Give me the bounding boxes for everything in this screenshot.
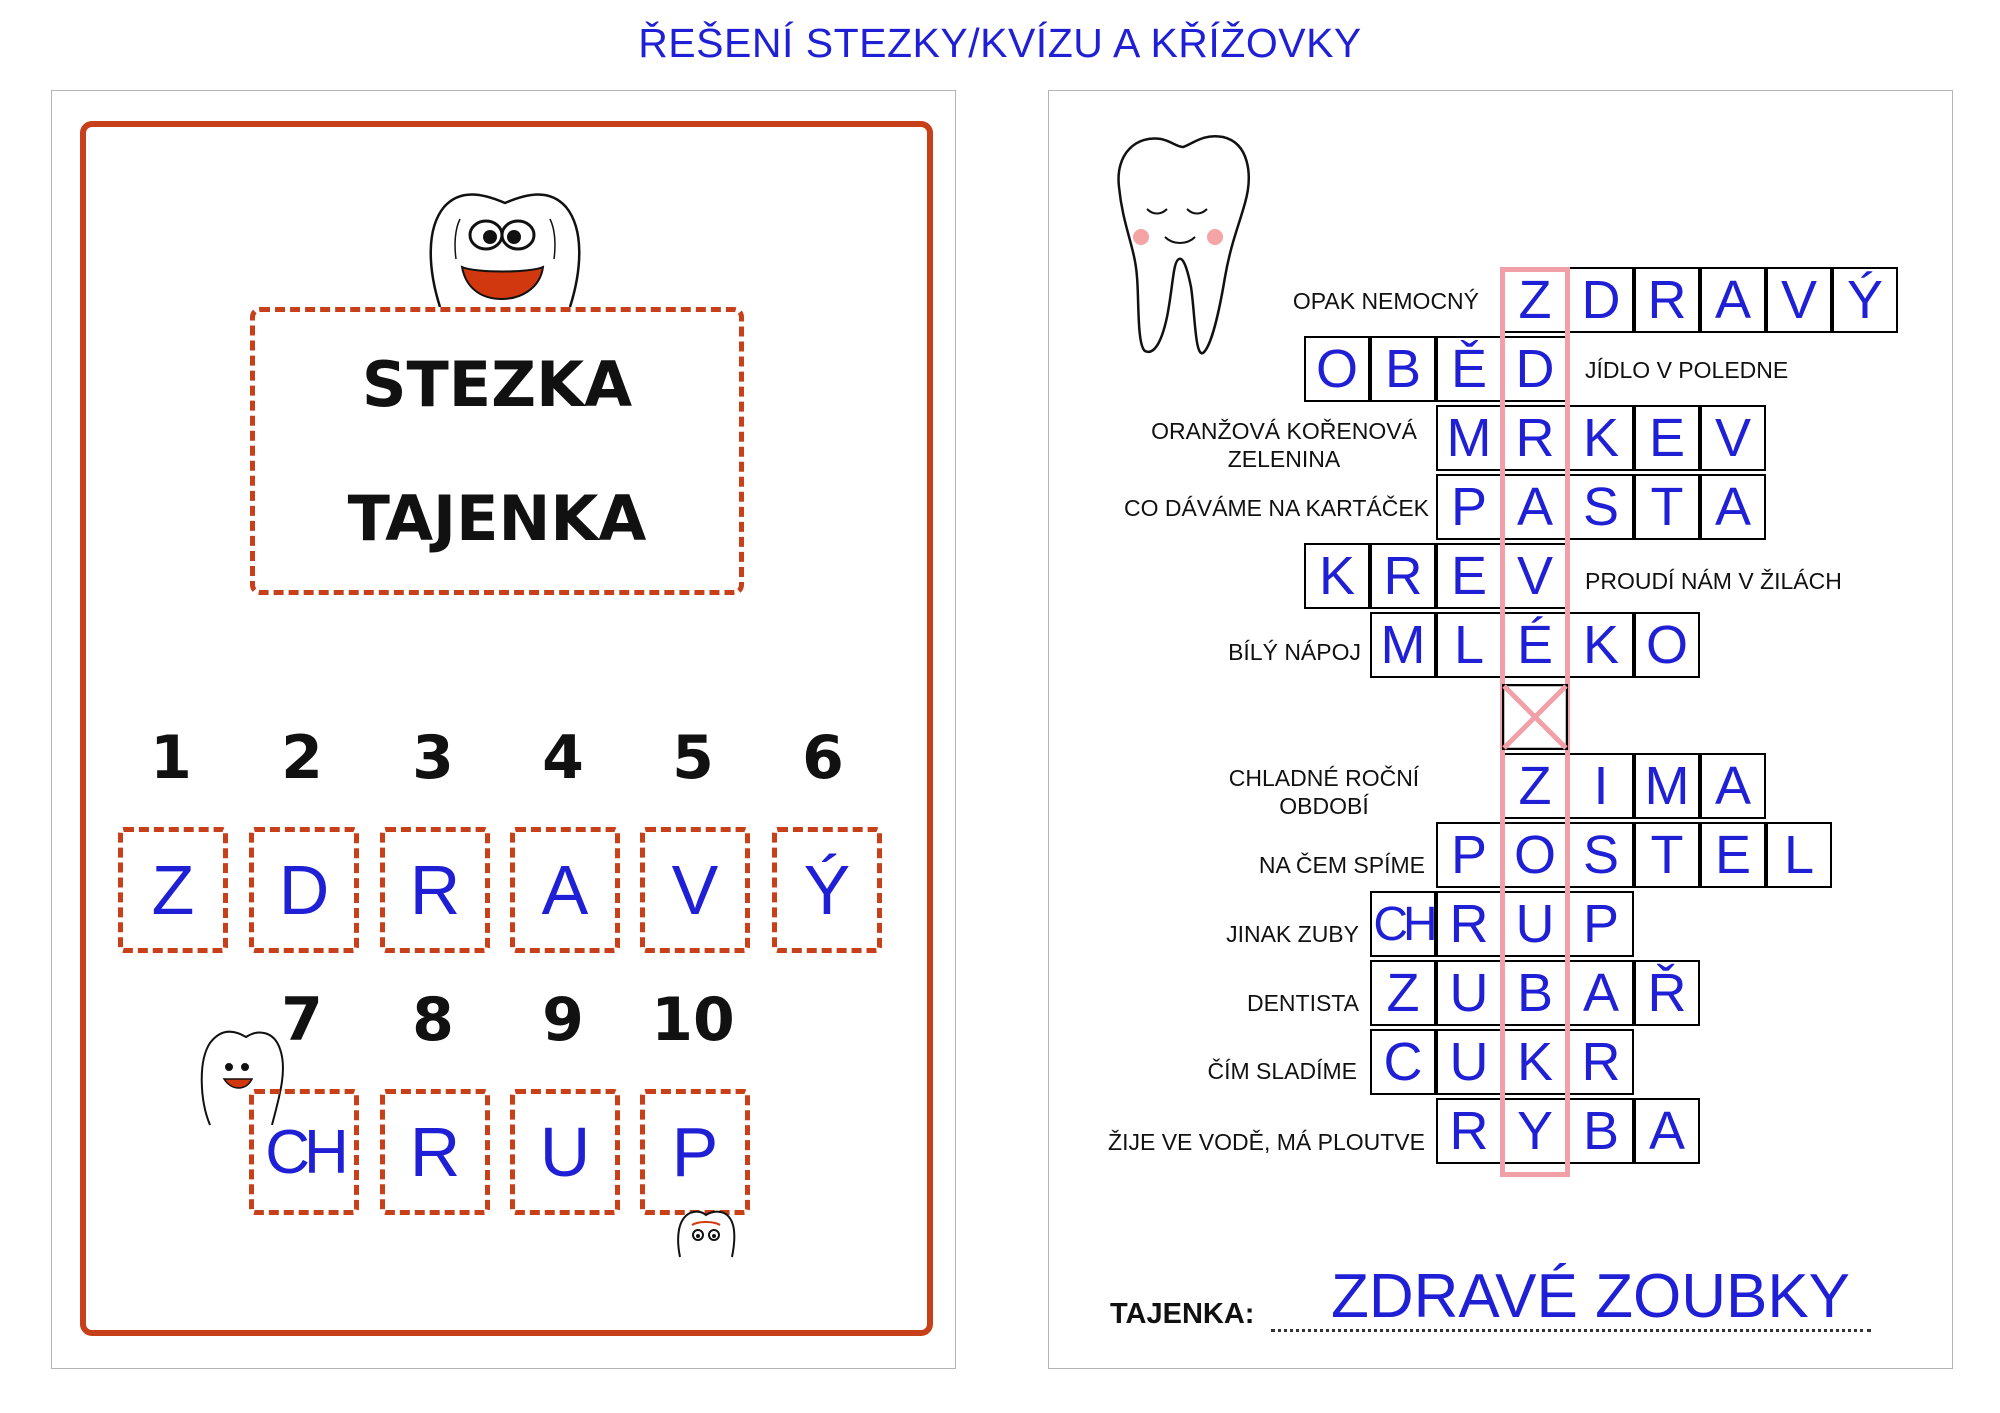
happy-tooth-icon	[420, 189, 590, 314]
crossword-clue: NA ČEM SPÍME	[1258, 852, 1425, 878]
stezka-panel	[51, 90, 956, 1369]
answer-letter-box: A	[510, 827, 620, 953]
crossword-clue: ORANŽOVÁ KOŘENOVÁ ZELENINA	[1151, 418, 1417, 472]
crossword-cell: K	[1304, 543, 1370, 609]
crossword-cell: V	[1766, 267, 1832, 333]
crossword-cell: B	[1568, 1098, 1634, 1164]
crossword-cell: L	[1436, 612, 1502, 678]
answer-letter-box: D	[249, 827, 359, 953]
crossword-clue: CO DÁVÁME NA KARTÁČEK	[1123, 495, 1429, 521]
sleeping-tooth-icon	[1107, 127, 1255, 359]
crossword-clue: CHLADNÉ ROČNÍ OBDOBÍ	[1228, 765, 1420, 819]
answer-letter-box: R	[380, 827, 490, 953]
crossword-clue: DENTISTA	[1246, 990, 1359, 1016]
crossword-clue: BÍLÝ NÁPOJ	[1228, 639, 1361, 665]
crossed-cell-icon	[1502, 684, 1568, 750]
crossword-cell: O	[1502, 822, 1568, 888]
crossword-cell: E	[1700, 822, 1766, 888]
stezka-title-box	[250, 307, 744, 595]
crossword-cell: K	[1502, 1029, 1568, 1095]
crossword-cell: R	[1370, 543, 1436, 609]
stezka-subtitle: TAJENKA	[347, 482, 647, 555]
crossword-cell: K	[1568, 612, 1634, 678]
crossword-cell: T	[1634, 822, 1700, 888]
tajenka-label: TAJENKA:	[1110, 1298, 1255, 1330]
answer-letter-box: R	[380, 1089, 490, 1215]
clue-number: 10	[651, 985, 735, 1055]
clue-number: 9	[542, 985, 584, 1055]
small-tooth-icon	[674, 1207, 738, 1263]
crossword-cell: A	[1700, 753, 1766, 819]
crossword-clue: OPAK NEMOCNÝ	[1292, 288, 1479, 314]
crossword-cell: Y	[1502, 1098, 1568, 1164]
crossword-cell: R	[1568, 1029, 1634, 1095]
clue-number: 2	[281, 723, 323, 793]
crossword-cell: B	[1502, 960, 1568, 1026]
crossword-cell: K	[1568, 405, 1634, 471]
crossword-cell: A	[1700, 267, 1766, 333]
crossword-cell: R	[1502, 405, 1568, 471]
crossword-cell: Ř	[1634, 960, 1700, 1026]
answer-letter-box: Z	[118, 827, 228, 953]
crossword-cell: I	[1568, 753, 1634, 819]
crossword-cell: D	[1502, 336, 1568, 402]
crossword-cell: M	[1436, 405, 1502, 471]
clue-number: 7	[281, 985, 323, 1055]
crossword-clue: ŽIJE VE VODĚ, MÁ PLOUTVE	[1108, 1129, 1425, 1155]
crossword-cell: A	[1502, 474, 1568, 540]
crossword-cell: E	[1436, 543, 1502, 609]
crossword-cell: R	[1634, 267, 1700, 333]
clue-number: 5	[672, 723, 714, 793]
crossword-cell: CH	[1370, 891, 1436, 957]
crossword-cell: P	[1436, 474, 1502, 540]
crossword-cell: M	[1634, 753, 1700, 819]
crossword-cell: R	[1436, 1098, 1502, 1164]
clue-number: 1	[150, 723, 192, 793]
crossword-cell: Ě	[1436, 336, 1502, 402]
crossword-cell: L	[1766, 822, 1832, 888]
crossword-clue: JÍDLO V POLEDNE	[1585, 357, 1789, 383]
crossword-cell: B	[1370, 336, 1436, 402]
crossword-cell: T	[1634, 474, 1700, 540]
crossword-cell: C	[1370, 1029, 1436, 1095]
crossword-cell: P	[1436, 822, 1502, 888]
crossword-panel	[1048, 90, 1953, 1369]
crossword-cell: S	[1568, 822, 1634, 888]
clue-number: 3	[412, 723, 454, 793]
clue-number: 8	[412, 985, 454, 1055]
clue-number: 4	[542, 723, 584, 793]
clue-number: 6	[802, 723, 844, 793]
answer-letter-box: CH	[249, 1089, 359, 1215]
crossword-cell: Z	[1370, 960, 1436, 1026]
answer-letter-box: P	[640, 1089, 750, 1215]
crossword-cell: D	[1568, 267, 1634, 333]
crossword-clue: PROUDÍ NÁM V ŽILÁCH	[1585, 568, 1842, 594]
crossword-cell: A	[1568, 960, 1634, 1026]
crossword-cell: V	[1502, 543, 1568, 609]
stezka-title: STEZKA	[361, 348, 633, 421]
crossword-cell: V	[1700, 405, 1766, 471]
crossword-cell: A	[1634, 1098, 1700, 1164]
crossword-cell: U	[1436, 960, 1502, 1026]
tajenka-answer: ZDRAVÉ ZOUBKY	[1331, 1262, 1851, 1331]
crossword-cell: É	[1502, 612, 1568, 678]
crossword-cell: E	[1634, 405, 1700, 471]
page-title: ŘEŠENÍ STEZKY/KVÍZU A KŘÍŽOVKY	[638, 20, 1362, 66]
crossword-cell: U	[1436, 1029, 1502, 1095]
crossword-cell: P	[1568, 891, 1634, 957]
crossword-clue: ČÍM SLADÍME	[1207, 1058, 1357, 1084]
crossword-clue: JINAK ZUBY	[1226, 921, 1359, 947]
crossword-cell: M	[1370, 612, 1436, 678]
crossword-cell: Ý	[1832, 267, 1898, 333]
answer-letter-box: U	[510, 1089, 620, 1215]
answer-letter-box: V	[640, 827, 750, 953]
crossword-cell: O	[1634, 612, 1700, 678]
crossword-cell: Z	[1502, 753, 1568, 819]
crossword-cell: A	[1700, 474, 1766, 540]
answer-letter-box: Ý	[772, 827, 882, 953]
crossword-cell: O	[1304, 336, 1370, 402]
crossword-cell: U	[1502, 891, 1568, 957]
crossword-cell: R	[1436, 891, 1502, 957]
crossword-cell: Z	[1502, 267, 1568, 333]
crossword-cell: S	[1568, 474, 1634, 540]
